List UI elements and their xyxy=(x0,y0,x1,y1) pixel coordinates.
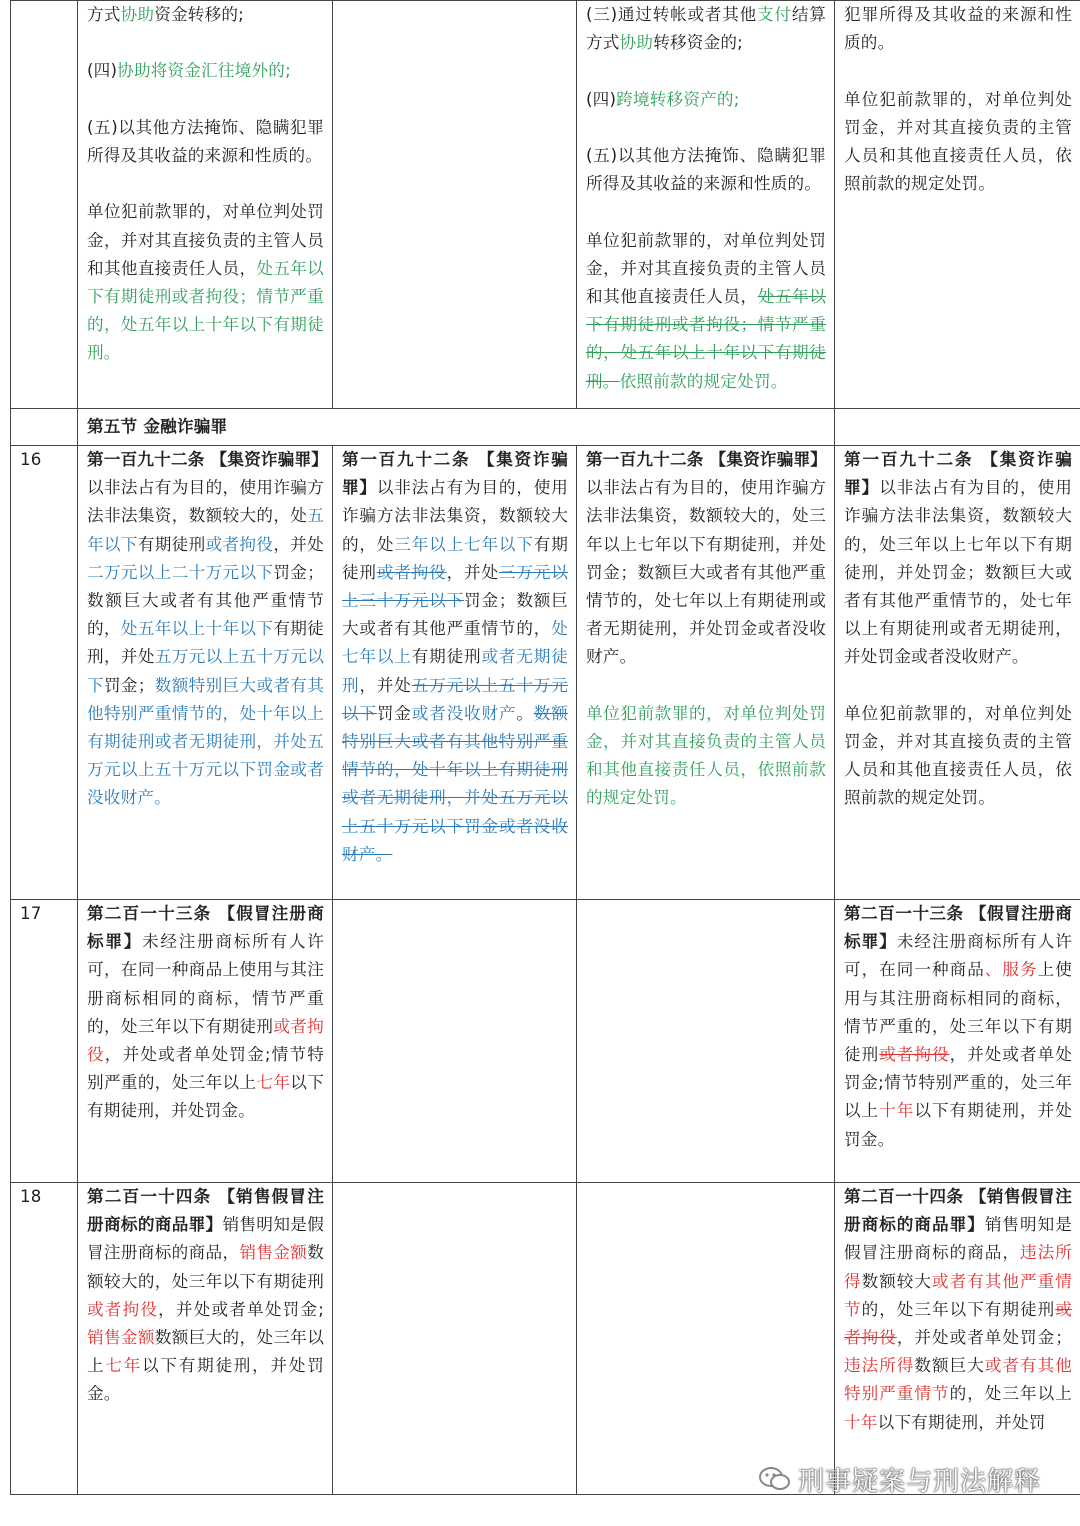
cell-draft-2 xyxy=(577,446,835,900)
section-empty-cell xyxy=(835,409,1080,446)
text-run: 三万元以上三十万元以下 xyxy=(342,562,568,611)
text-run: 上使用与其注册商标相同的商标，情节严重的，处三年以下有期徒刑 xyxy=(844,960,1072,1065)
text-run: 有期徒刑 xyxy=(411,647,482,667)
text-run: 有期徒刑 xyxy=(342,534,568,582)
text-run: 或者没收财产 xyxy=(411,703,517,723)
text-run: 罚金；数额巨大或者有其他严重情节的， xyxy=(342,591,568,639)
text-run: 处五年以下有期徒刑或者拘役；情节严重的，处五年以上十年以下有期徒刑。 xyxy=(586,286,826,391)
text-run: 资金转移的; xyxy=(154,5,244,24)
text-run: 五万元以上五十万元以下 xyxy=(87,647,325,695)
text-run: ，并处 xyxy=(359,675,412,695)
text-run: 或者无期徒刑 xyxy=(342,647,568,695)
text-run: 或者拘役 xyxy=(205,534,274,554)
text-run: 的，处三年以下有期徒刑 xyxy=(861,1299,1056,1319)
text-run: 以非法占有为目的，使用诈骗方法非法集资，数额较大的，处 xyxy=(87,478,324,526)
cell-draft-2 xyxy=(577,900,835,1183)
row-number-cell xyxy=(11,409,78,446)
paragraph xyxy=(844,900,1072,1154)
table-row-continuation xyxy=(11,1,1080,409)
table-row-16 xyxy=(11,446,1080,900)
watermark-text: 刑事疑案与刑法解释 xyxy=(798,1467,1042,1497)
paragraph xyxy=(844,1183,1072,1437)
row-number: 17 xyxy=(11,900,78,1183)
text-run: 数额特别巨大或者有其他特别严重情节的，处十年以上有期徒刑或者无期徒刑，并处五万元以上五十万元以下罚金或者没收财产。 xyxy=(87,675,325,808)
text-run: ，并处 xyxy=(273,534,324,554)
text-run: (四) xyxy=(87,61,118,81)
text-run: 五万元以上五十万元以下 xyxy=(342,675,568,723)
text-run: 或者拘役 xyxy=(376,562,447,582)
text-run: 第一百九十二条 【集资诈骗罪】 xyxy=(586,450,828,469)
paragraph xyxy=(586,1,826,57)
text-run: 第二百一十三条 【假冒注册商标罪】 xyxy=(844,904,1072,952)
text-run: 处七年以上 xyxy=(342,619,568,667)
text-run: 罚金； xyxy=(103,675,155,695)
text-run: 或者有其他特别严重情节 xyxy=(844,1356,1072,1404)
law-comparison-table xyxy=(10,0,1080,1495)
text-run: (五)以其他方法掩饰、隐瞒犯罪所得及其收益的来源和性质的。 xyxy=(586,145,826,194)
paragraph-gap xyxy=(586,672,826,700)
cell-draft-1 xyxy=(333,900,577,1183)
cell-new-law xyxy=(835,1183,1080,1495)
text-run: 单位犯前款罪的，对单位判处罚金，并对其直接负责的主管人员和其他直接责任人员，依照前款的规定处罚。 xyxy=(844,703,1072,808)
paragraph xyxy=(87,198,324,367)
text-run: 或者拘役 xyxy=(87,1299,159,1319)
text-run: 数额特别巨大或者有其他特别严重情节的，处十年以上有期徒刑或者无期徒刑，并处五万元以上五十万元以下罚金或者没收财产。 xyxy=(342,703,569,864)
text-run: 数额巨大 xyxy=(914,1356,985,1376)
paragraph xyxy=(586,86,826,114)
table-row-17 xyxy=(11,900,1080,1183)
text-run: 销售金额 xyxy=(239,1243,308,1263)
text-run: 处五年以上十年以下 xyxy=(120,619,274,639)
paragraph-gap xyxy=(586,198,826,226)
text-run: (三)通过转帐或者其他 xyxy=(586,5,758,24)
text-run: 有期徒刑 xyxy=(137,534,206,554)
text-run: 犯罪所得及其收益的来源和性质的。 xyxy=(844,5,1072,53)
text-run: 或者拘役 xyxy=(844,1299,1073,1348)
cell-new-law xyxy=(835,900,1080,1183)
wechat-icon xyxy=(758,1465,792,1500)
text-run: 协助将资金汇往境外的; xyxy=(117,61,291,81)
cell-old-law xyxy=(78,1183,333,1495)
text-run: 。 xyxy=(516,703,534,723)
cell-draft-1 xyxy=(333,1183,577,1495)
section-title-cell xyxy=(78,409,835,446)
text-run: 以非法占有为目的，使用诈骗方法非法集资，数额较大的，处三年以上七年以下有期徒刑，并处罚金；数额巨大或者有其他严重情节的，处七年以上有期徒刑或者无期徒刑，并处罚金或者没收财产。 xyxy=(844,478,1072,667)
text-run: 违法所得 xyxy=(844,1243,1072,1291)
text-run: 第二百一十四条 【销售假冒注册商标的商品罪】 xyxy=(844,1187,1072,1235)
cell-draft-2 xyxy=(577,1,835,409)
paragraph-gap xyxy=(844,57,1072,85)
text-run: 七年 xyxy=(256,1073,291,1093)
text-run: 二万元以上二十万元以下 xyxy=(87,562,274,582)
paragraph xyxy=(87,1183,324,1409)
text-run: 以下有期徒刑，并处罚金。 xyxy=(87,1356,325,1404)
paragraph xyxy=(844,1,1072,57)
text-run: 违法所得 xyxy=(844,1356,915,1376)
paragraph xyxy=(87,114,324,170)
cell-new-law xyxy=(835,1,1080,409)
text-run: 以下有期徒刑，并处罚 xyxy=(877,1412,1046,1432)
paragraph xyxy=(87,446,329,813)
watermark xyxy=(758,1461,1041,1500)
paragraph xyxy=(87,1,324,29)
paragraph xyxy=(586,700,826,813)
paragraph xyxy=(844,700,1072,813)
text-run: 五年以下 xyxy=(87,506,324,554)
text-run: 方式 xyxy=(87,5,121,24)
text-run: 协助 xyxy=(120,5,155,24)
cell-new-law xyxy=(835,446,1080,900)
text-run: (四) xyxy=(586,89,617,109)
text-run: (五)以其他方法掩饰、隐瞒犯罪所得及其收益的来源和性质的。 xyxy=(87,117,324,165)
text-run: 第一百九十二条 【集资诈骗罪】 xyxy=(342,450,568,498)
text-run: 以非法占有为目的，使用诈骗方法非法集资，数额较大的，处三年以上七年以下有期徒刑，并处罚金；数额巨大或者有其他严重情节的，处七年以上有期徒刑或者无期徒刑，并处罚金或者没收财产。 xyxy=(586,478,826,667)
text-run: 支付 xyxy=(757,5,792,24)
table-row-18 xyxy=(11,1183,1080,1495)
text-run: 转移资金的; xyxy=(653,33,743,53)
text-run: ，并处 xyxy=(446,562,499,582)
cell-old-law xyxy=(78,900,333,1183)
text-run: 或者有其他严重情节 xyxy=(844,1271,1072,1319)
text-run: 罚金 xyxy=(376,703,412,723)
text-run: 单位犯前款罪的，对单位判处罚金，并对其直接负责的主管人员和其他直接责任人员，依照前款的规定处罚。 xyxy=(586,703,826,808)
row-number: 18 xyxy=(11,1183,78,1495)
paragraph xyxy=(586,142,826,198)
text-run: 跨境转移资产的; xyxy=(616,89,740,109)
paragraph xyxy=(586,227,826,396)
text-run: 有期徒刑，并处 xyxy=(87,619,324,667)
cell-draft-1 xyxy=(333,446,577,900)
text-run: 销售明知是假冒注册商标的商品， xyxy=(87,1215,324,1263)
text-run: 数额较大的，处三年以下有期徒刑 xyxy=(87,1243,324,1291)
text-run: ，并处或者单处罚金； xyxy=(896,1328,1073,1348)
row-number: 16 xyxy=(11,446,78,900)
text-run: ，并处或者单处罚金; xyxy=(158,1299,324,1319)
text-run: ，并处或者单处罚金;情节特别严重的，处三年以上 xyxy=(87,1045,324,1093)
text-run: ，并处或者单处罚金;情节特别严重的，处三年以上 xyxy=(844,1045,1072,1121)
text-run: 处五年以下有期徒刑或者拘役；情节严重的，处五年以上十年以下有期徒刑。 xyxy=(87,258,324,363)
cell-draft-2 xyxy=(577,1183,835,1495)
text-run: 、服务 xyxy=(984,960,1038,980)
text-run: 第二百一十四条 【销售假冒注册商标的商品罪】 xyxy=(87,1187,324,1235)
text-run: 数额较大 xyxy=(861,1271,933,1291)
text-run: 以下有期徒刑，并处罚金。 xyxy=(844,1101,1072,1149)
paragraph-gap xyxy=(87,86,324,114)
text-run: 结算方式 xyxy=(586,5,826,53)
text-run: 依照前款的规定处罚。 xyxy=(619,371,788,391)
cell-old-law xyxy=(78,446,333,900)
text-run: 或者拘役 xyxy=(879,1045,950,1065)
paragraph xyxy=(586,446,826,672)
text-run: 未经注册商标所有人许可，在同一种商品上使用与其注册商标相同的商标，情节严重的，处三年以下有期徒刑 xyxy=(87,932,325,1036)
paragraph-gap xyxy=(87,170,324,198)
cell-draft-1 xyxy=(333,1,577,409)
paragraph-gap xyxy=(586,57,826,85)
text-run: 单位犯前款罪的，对单位判处罚金，并对其直接负责的主管人员和其他直接责任人员， xyxy=(586,230,826,306)
text-run: 未经注册商标所有人许可，在同一种商品 xyxy=(844,932,1073,980)
paragraph xyxy=(87,57,324,85)
text-run: 十年 xyxy=(879,1101,915,1121)
text-run: 以下有期徒刑，并处罚金。 xyxy=(87,1073,325,1121)
text-run: 或者拘役 xyxy=(87,1016,324,1065)
text-run: 协助 xyxy=(619,33,654,53)
paragraph xyxy=(87,900,324,1126)
paragraph xyxy=(844,86,1072,199)
section-title: 第五节 金融诈骗罪 xyxy=(87,416,228,436)
paragraph xyxy=(844,446,1072,672)
cell-old-law xyxy=(78,1,333,409)
text-run: 第二百一十三条 【假冒注册商标罪】 xyxy=(87,904,324,952)
text-run: 销售明知是假冒注册商标的商品， xyxy=(844,1215,1073,1263)
text-run: 罚金；数额巨大或者有其他严重情节的， xyxy=(87,562,324,639)
text-run: 数额巨大的，处三年以上 xyxy=(87,1328,325,1376)
paragraph-gap xyxy=(87,29,324,57)
paragraph-gap xyxy=(586,114,826,142)
text-run: 三年以上七年以下 xyxy=(394,534,534,554)
text-run: 销售金额 xyxy=(87,1328,155,1348)
text-run: 十年 xyxy=(844,1412,878,1432)
paragraph-gap xyxy=(844,672,1072,700)
text-run: 单位犯前款罪的，对单位判处罚金，并对其直接负责的主管人员和其他直接责任人员， xyxy=(87,202,324,278)
row-number-cell xyxy=(11,1,78,409)
paragraph xyxy=(342,446,568,869)
text-run: 以非法占有为目的，使用诈骗方法非法集资，数额较大的，处 xyxy=(342,478,568,554)
text-run: 的，处三年以上 xyxy=(949,1384,1073,1404)
text-run: 第一百九十二条 【集资诈骗罪】 xyxy=(87,450,329,469)
text-run: 第一百九十二条 【集资诈骗罪】 xyxy=(844,450,1072,498)
text-run: 七年 xyxy=(105,1356,143,1376)
text-run: 单位犯前款罪的，对单位判处罚金，并对其直接负责的主管人员和其他直接责任人员，依照前款的规定处罚。 xyxy=(844,89,1072,194)
section-header-row xyxy=(11,409,1080,446)
